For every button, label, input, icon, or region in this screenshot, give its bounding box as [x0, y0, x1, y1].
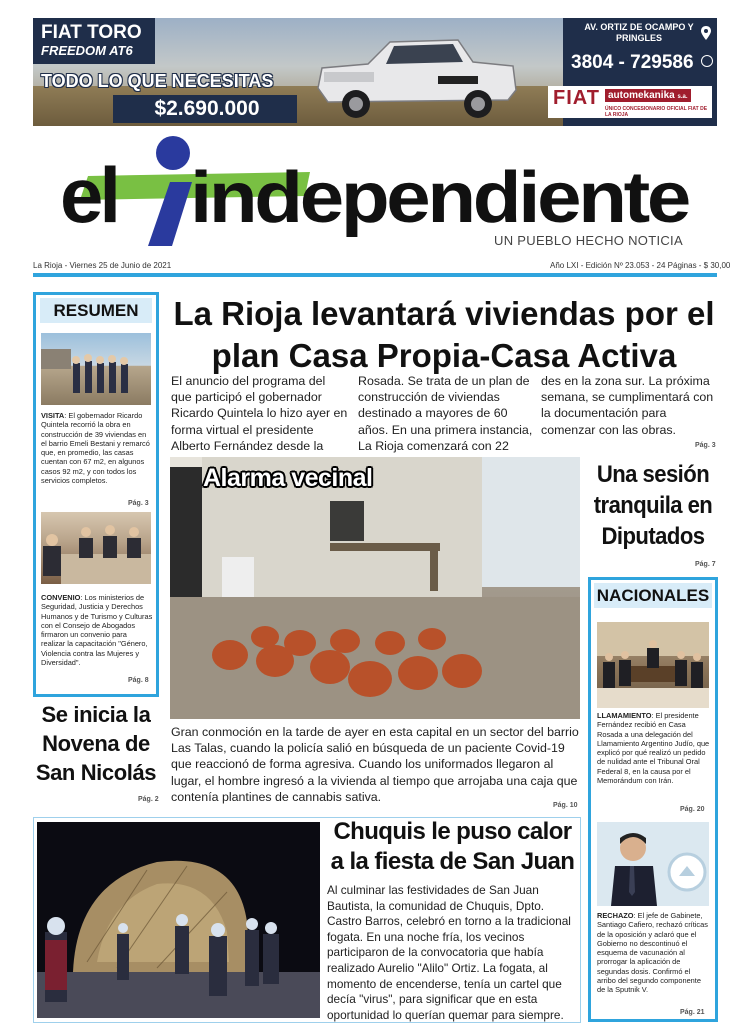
visita-text [41, 411, 153, 485]
visita-lead: VISITA [41, 411, 65, 420]
sesion-page-ref[interactable]: Pág. 7 [695, 561, 716, 568]
llamamiento-photo[interactable] [597, 622, 709, 708]
dealer-subtitle: ÚNICO CONCESIONARIO OFICIAL FIAT DE LA RIOJA [605, 106, 708, 118]
location-pin-icon [701, 26, 711, 40]
whatsapp-icon [701, 55, 713, 67]
convenio-photo-figures [41, 512, 151, 584]
llamamiento-photo-figures [597, 622, 709, 708]
visita-page-ref[interactable]: Pág. 3 [128, 500, 149, 507]
fogata-text: Al culminar las festividades de San Juan Bautista, la comunidad de Chuquis, Dpto. Castro Barros, celebró en torno a la tradicional fogata. En una noche fría, los vecinos participaron de la convocatoria que había realizado Aurelio "Alilo" Ortiz. La fogata, al momento de encenderse, tenía un cartel que decía "virus", para significar que en esta oportunidad lo querían quemar para siempre. [327, 883, 571, 1022]
alarma-page-ref[interactable]: Pág. 10 [553, 802, 578, 809]
alarma-photo[interactable] [170, 457, 580, 719]
convenio-lead: CONVENIO [41, 593, 81, 602]
alarma-caption: Gran conmoción en la tarde de ayer en esta capital en un sector del barrio Las Talas, cuando la policía salió en búsqueda de un paciente Covid-19 que reaccionó de forma agresiva. Cuando los uniformados llegaron al lugar, el hombre ingresó a la vivienda al tiempo que arrojaba una caja que contenía plantines de cannabis sativa. [171, 725, 579, 804]
dealer-suffix: s.a. [677, 94, 688, 100]
ad-model: FIAT TORO [41, 22, 142, 43]
top-divider [33, 273, 717, 277]
fogata-photo-scene [37, 822, 320, 1018]
issue-info: Año LXI - Edición Nº 23.053 - 24 Páginas - $ 30,00 [550, 261, 731, 270]
visita-photo[interactable] [41, 333, 151, 405]
sesion-headline[interactable]: Una sesión tranquila en Diputados [593, 461, 713, 550]
ad-address: AV. ORTIZ DE OCAMPO Y PRINGLES [584, 22, 694, 43]
fogata-headline[interactable]: Chuquis le puso calor a la fiesta de San Juan [330, 818, 575, 875]
alarma-overlay-title: Alarma vecinal [203, 464, 373, 492]
lead-column-3: des en la zona sur. La próxima semana, se cumplimentará con la documentación para comenzar con las obras. [541, 374, 714, 437]
llamamiento-page-ref[interactable]: Pág. 20 [680, 806, 705, 813]
lead-page-ref[interactable]: Pág. 3 [695, 442, 716, 449]
dateline: La Rioja - Viernes 25 de Junio de 2021 [33, 261, 172, 270]
lead-column-2: Rosada. Se trata de un plan de construcción de viviendas destinado a mayores de 60 años. En una primera instancia, La Rioja comenzará con 22 [358, 374, 533, 453]
ad-banner[interactable] [33, 18, 717, 126]
ad-version: FREEDOM AT6 [41, 43, 133, 58]
rechazo-page-ref[interactable]: Pág. 21 [680, 1009, 705, 1016]
rechazo-photo[interactable] [597, 822, 709, 906]
nacionales-title: NACIONALES [594, 583, 712, 608]
dealer-logo [605, 89, 691, 102]
nicolas-headline[interactable]: Se inicia la Novena de San Nicolás [35, 702, 157, 785]
logo-independiente: independiente [190, 158, 690, 238]
convenio-photo[interactable] [41, 512, 151, 584]
nicolas-page-ref[interactable]: Pág. 2 [138, 796, 159, 803]
pickup-truck-image [308, 28, 523, 124]
lead-column-1: El anuncio del programa del que participó el gobernador Ricardo Quintela lo hizo ayer en forma virtual el presidente Alberto Fernández desde la [171, 374, 348, 453]
ad-phone[interactable]: 3804 - 729586 [571, 52, 694, 73]
ad-price: $2.690.000 [154, 97, 260, 120]
rechazo-photo-figures [597, 822, 709, 906]
visita-photo-figures [41, 333, 151, 405]
convenio-text [41, 593, 153, 667]
llamamiento-body: : El presidente Fernández recibió en Casa Rosada a una delegación del Llamamiento Argentino Judío, que explicó por qué realizó un pedido de nulidad ante el Tribunal Oral Federal 8, en la causa por el Memorándum con Irán. [597, 711, 710, 786]
llamamiento-lead: LLAMAMIENTO [597, 711, 652, 720]
rechazo-body: : El jefe de Gabinete, Santiago Cafiero, rechazó críticas de la oposición y aclaró que el Gobierno no descontinuó el esquema de vacunación al prorrogar la aplicación de segundas dosis. Confirmó el arribo del segundo componente de la Sputnik V. [597, 911, 708, 995]
logo-el: el [60, 151, 118, 239]
visita-body: : El gobernador Ricardo Quintela recorrió la obra en construcción de 39 viviendas en el barrio Emeli Bestani y remarcó que, en promedio, las casas cuentan con 67 m2, en algunos casos 92 m2, y con todos los servicios completos. [41, 411, 150, 486]
convenio-page-ref[interactable]: Pág. 8 [128, 677, 149, 684]
rechazo-lead: RECHAZO [597, 911, 634, 920]
alarma-photo-scene [170, 457, 580, 719]
fiat-logo: FIAT [553, 87, 600, 109]
tagline: UN PUEBLO HECHO NOTICIA [494, 233, 683, 248]
ad-slogan: TODO LO QUE NECESITAS [41, 71, 274, 91]
fogata-photo[interactable] [37, 822, 320, 1018]
rechazo-text [597, 911, 711, 995]
llamamiento-text [597, 711, 711, 785]
dealer-name: automekanika [608, 90, 675, 101]
convenio-body: : Los ministerios de Seguridad, Justicia y Derechos Humanos y de Turismo y Culturas con el Consejo de Abogados firmaron un convenio para realizar la capacitación "Género, Violencia contra las Mujeres y Diversidad". [41, 593, 153, 668]
resumen-title: RESUMEN [40, 298, 152, 323]
lead-headline[interactable]: La Rioja levantará viviendas por el plan Casa Propia-Casa Activa [173, 295, 715, 374]
